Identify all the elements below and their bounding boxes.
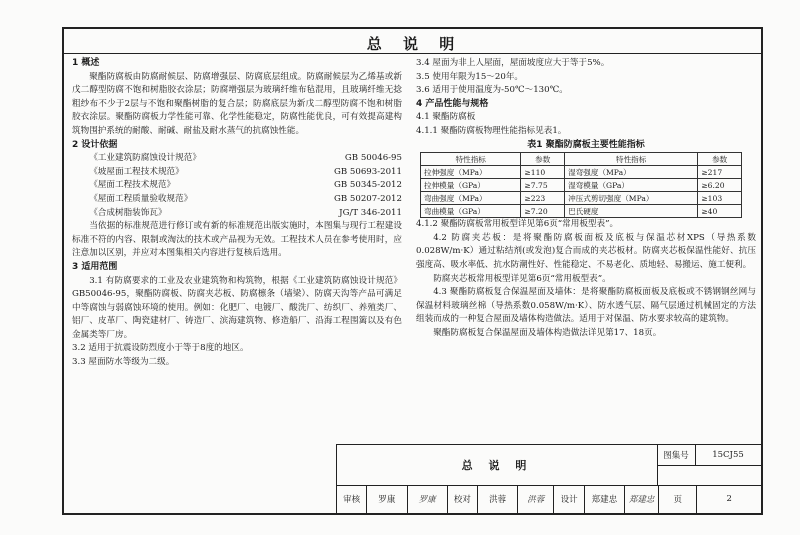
paragraph: 当依据的标准规范进行修订或有新的标准规范出版实施时，本图集与现行工程建设标准不符的内容、限制或淘汰的技术或产品视为无效。工程技术人员在参考使用时，应注意加以区别，并应对本图集相关内容进行复核后选用。 [72,221,402,259]
reference-item: 《工业建筑防腐蚀设计规范》 GB 50046-95 [89,153,402,164]
page-label: 页 [659,485,697,513]
reviewer-name: 罗康 [367,485,407,513]
designer-name: 郑建忠 [585,485,625,513]
table-cell: 弯曲模量（GPa） [421,205,521,218]
table-cell: 湿弯强度（MPa） [565,166,698,179]
page-number: 2 [726,494,732,504]
signature-row [337,485,761,513]
sheet-frame [62,27,763,515]
table-cell: 拉伸强度（MPa） [421,166,521,179]
table-cell: ≥103 [698,192,742,205]
column-header: 特性指标 [421,153,521,166]
paragraph: 3.3 屋面防水等级为二级。 [72,357,175,368]
paragraph: 3.4 屋面为非上人屋面，屋面坡度应大于等于5%。 [416,58,610,68]
table-cell: ≥40 [698,205,742,218]
reviewer-signature: 罗康 [408,485,448,513]
paragraph: 防腐夹芯板常用板型详见第6页“常用板型表”。 [433,273,611,284]
page-title: 总 说 明 [366,35,463,53]
paragraph: 聚酯防腐板由防腐耐候层、防腐增强层、防腐底层组成。防腐耐候层为乙烯基或新戊二醇型防腐不饱和树脂胶衣涂层；防腐增强层为玻璃纤维布毡混用，且玻璃纤维无捻粗纱布不少于2层与不饱和聚酯树脂的复合层；防腐底层为新戊二醇型防腐不饱和树脂胶衣涂层。聚酯防腐板力学性能可靠、化学性能稳定，防腐性能优良，可有效提高建构筑物围护系统的耐酸、耐碱、耐盐及耐水蒸气的抗腐蚀性能。 [72,71,402,136]
paragraph: 4.3 聚酯防腐板复合保温屋面及墙体：是将聚酯防腐板面板及底板或不锈钢钢丝网与保温材料玻璃丝棉（导热系数0.058W/m·K）、防水透气层、隔气层通过机械固定的方法组装而成的一种复合屋面及墙体构造做法。适用于对保温、防水要求较高的建筑物。 [416,287,756,325]
paragraph: 4.1.1 聚酯防腐板物理性能指标见表1。 [416,125,567,136]
table-cell: 冲压式剪切强度（MPa） [565,192,698,205]
performance-table [420,152,742,218]
table-cell: 拉伸模量（GPa） [421,179,521,192]
paragraph: 3.1 有防腐要求的工业及农业建筑物和构筑物，根据《工业建筑防腐蚀设计规范》GB50046-95，聚酯防腐板、防腐夹芯板、防腐檩条（墙梁）、防腐天沟等产品可满足中等腐蚀与弱腐蚀环境的使用。例如：化肥厂、电镀厂、酸洗厂、纺织厂、养殖类厂、铝厂、皮革厂、陶瓷建材厂、铸造厂、滨海建筑物、修造船厂、沿海工程围篱以及有色金属类等厂房。 [72,275,402,340]
paragraph: 聚酯防腐板复合保温屋面及墙体构造做法详见第17、18页。 [433,327,662,338]
reference-item: 《坡屋面工程技术规范》 GB 50693-2011 [89,166,402,177]
column-header: 参数 [698,153,742,166]
table-cell: ≥217 [698,166,742,179]
left-column [72,57,402,370]
column-header: 参数 [521,153,565,166]
paragraph: 4.2 防腐夹芯板：是将聚酯防腐板面板及底板与保温芯材XPS（导热系数0.028W/m·K）通过粘结剂(或发泡)复合而成的夹芯板材。防腐夹芯板保温性能好、抗压强度高、吸水率低、抗水防潮性好、性能稳定、不易老化、质地轻、易搬运、施工便利。 [416,232,756,270]
table-cell: ≥110 [521,166,565,179]
section-heading: 2 设计依据 [72,139,118,150]
reference-item: 《屋面工程质量验收规范》 GB 50207-2012 [89,193,402,204]
section-heading: 3 适用范围 [72,261,118,272]
section-heading: 1 概述 [72,58,100,68]
subsection-heading: 4.1 聚酯防腐板 [416,112,476,123]
table-cell: ≥7.20 [521,205,565,218]
table-row [421,205,742,218]
table-cell: ≥6.20 [698,179,742,192]
designer-signature: 郑建忠 [625,485,659,513]
table-title: 表1 聚酯防腐板主要性能指标 [527,139,645,150]
table-row [421,179,742,192]
title-block [336,444,761,513]
reference-item: 《合成树脂装饰瓦》 JG/T 346-2011 [89,207,402,218]
paragraph: 3.5 使用年限为15～20年。 [416,71,524,82]
table-row [421,166,742,179]
table-cell: 弯曲强度（MPa） [421,192,521,205]
paragraph: 4.1.2 聚酯防腐板常用板型详见第6页“常用板型表”。 [416,219,619,230]
checker-signature: 洪蓉 [518,485,554,513]
right-column [416,57,756,341]
table-header-row [421,153,742,166]
section-heading: 4 产品性能与规格 [416,98,489,109]
title-block-blank-cell [657,465,761,486]
reviewer-label: 审核 [337,485,367,513]
reference-list [72,152,402,220]
checker-name: 洪蓉 [478,485,518,513]
atlas-number-label: 图集号 [657,445,696,466]
atlas-number: 15CJ55 [695,445,761,466]
table-cell: 巴氏硬度 [565,205,698,218]
title-divider [64,53,761,54]
checker-label: 校对 [448,485,478,513]
table-cell: 湿弯模量（GPa） [565,179,698,192]
designer-label: 设计 [554,485,584,513]
table-cell: ≥7.75 [521,179,565,192]
table-cell: ≥223 [521,192,565,205]
table-row [421,192,742,205]
paragraph: 3.2 适用于抗震设防烈度小于等于8度的地区。 [72,343,249,354]
title-block-name: 总 说 明 [337,445,658,486]
column-header: 特性指标 [565,153,698,166]
reference-item: 《屋面工程技术规范》 GB 50345-2012 [89,180,402,191]
paragraph: 3.6 适用于使用温度为-50℃～130℃。 [416,85,568,96]
